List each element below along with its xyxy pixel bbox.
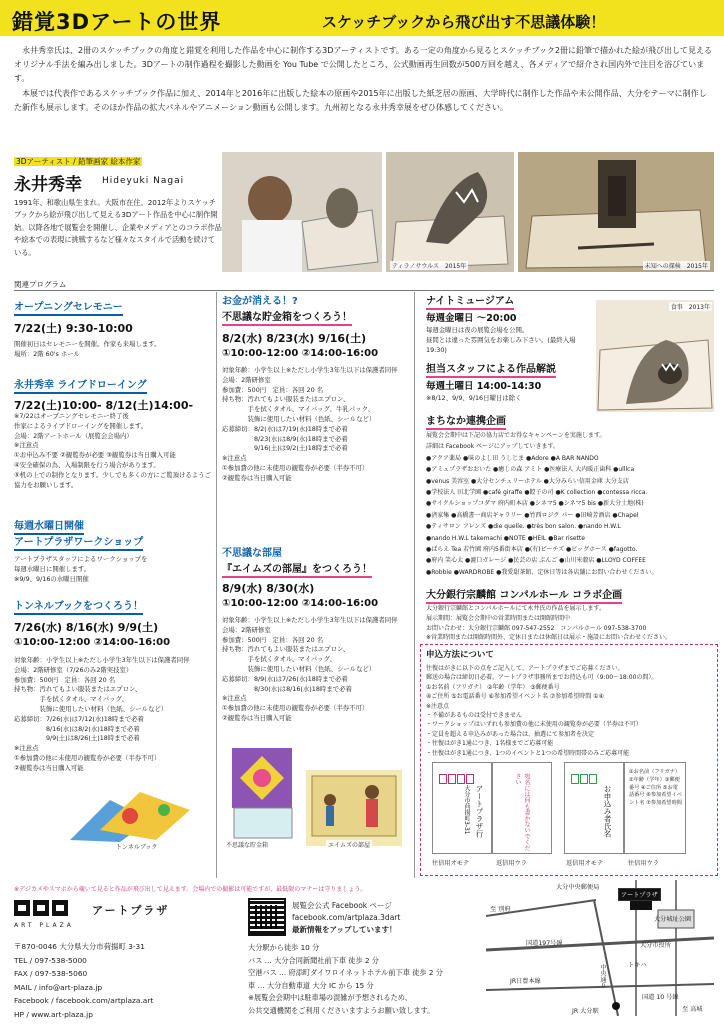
artist-role: 3Dアーティスト / 鉛筆画家 絵本作家 <box>16 157 141 166</box>
money-date-2: ①10:00-12:00 ②14:00-16:00 <box>222 348 379 359</box>
tunnel-details: 対象年齢：小学生以上※ただし小学生3年生以下は保護者同伴 会場：2階研修室（7/26のみ2階実技室） 参加費：500円 定員：各回 20 名 持ち物：汚れてもよい服装またはエプロン、 手を拭くタオル、マイバッグ、 装飾に使用したい材料（色紙、シールなど） 応募締切：7/26(水)は7/12(水)18時まで必着 8/16(水)は8/2(水)18時まで必着 9/9(土)は8/26(土)18時まで必着 ※注意点 ①参加費の他に未使用の観覧券が必要（半券不可） ②観覧券は当日購入可能 <box>14 656 190 772</box>
artist-bio: 1991年、和歌山県生まれ。大阪市在住。2012年よりスケッチブックから絵が飛び出して見える3Dアート作品を中心に制作開始。以降各地で展覧会を開催し、企業やメディアとのコラボ作品や絵本での表現に挑戦するなど様々なスタイルで活動を続けている。 <box>14 198 222 257</box>
money-details: 対象年齢：小学生以上※ただし小学生3年生以下は保護者同伴 会場：2階研修室 参加費：500円 定員：各回 20 名 持ち物：汚れてもよい服装またはエプロン、 手を拭くタオル、マイバッグ、牛乳パック、 装飾に使用したい材料（色紙、シールなど） 応募締切：8/2(水)は7/19(水)18時まで必着 8/23(水)は8/9(水)18時まで必着 9/16(土)は9/2(土)18時まで必着 ※注意点 ①参加費の他に未使用の観覧券が必要（半券不可） ②観覧券は当日購入可能 <box>222 366 398 482</box>
night-details: 毎週金曜日は夜の展覧会場を公開。 昼間とは違った雰囲気をお楽しみ下さい。(最終入場19:30) <box>426 326 576 354</box>
org-name: アートプラザ <box>92 904 170 917</box>
postcard-outgoing-front: アートプラザ行 大分市荷揚町3-31 <box>432 762 492 854</box>
access-map: アートプラザ 大分中央郵便局 国道197号線 大分城址公園 大分市役所 トキハ 中央通り JR日豊本線 至 別府 至 高城 国道 10 号線 JR 大分駅 <box>486 880 714 1016</box>
craft-money-box: 不思議な貯金箱 <box>222 746 300 850</box>
collab-details: 大分銀行宗麟館とコンパルホールにて永井氏の作品を展示します。 展示期間：展覧会会期中の営業時間または開館時間中 お問い合わせ：大分銀行宗麟館 097-547-2552 コンパルホール 097-538-3700 ※営業時間または開館時間外、定休日または休館日は展示・施設にお問い合わせください。 <box>426 605 672 642</box>
money-title-2: 不思議な貯金箱をつくろう！ <box>222 308 352 323</box>
workshop-details: アートプラザスタッフによるワークショップを 毎週水曜日に開催します。 ※9/9、9/16の水曜日開催 <box>14 555 148 583</box>
program-divider <box>14 290 714 291</box>
facebook-link[interactable]: Facebook / facebook.com/artplaza.art <box>14 996 154 1005</box>
live-details: ※7/22はオープニングセレモニー終了後 作家によるライブドローイングを開催します。 会場：2階アートホール（展覧会会場内） ※注意点 ①お申込み不要 ②観覧券が必要 ③観覧券は当日購入可能 ④安全確保の為、入場制限を行う場合があります。 ⑤机の上での制作となります。少しでも多くの方にご覧頂けるようご協力をお願いします。 <box>14 412 211 489</box>
qr-code-icon[interactable] <box>248 898 286 936</box>
caption-exploration: 未知への探検 2015年 <box>644 263 708 270</box>
postcard-label-c: 返信用オモテ <box>566 860 604 867</box>
mail-link[interactable]: MAIL / info@art-plaza.jp <box>14 982 103 992</box>
staff-title: 担当スタッフによる作品解説 <box>426 360 556 375</box>
postcard-label-d: 往信用ウラ <box>628 860 659 867</box>
apply-title: 申込方法について <box>426 650 494 660</box>
tunnel-date-1: 7/26(水) 8/16(水) 9/9(土) <box>14 621 159 634</box>
room-title-2: 『エイムズの部屋』をつくろう！ <box>222 560 372 575</box>
website-link[interactable]: HP / www.art-plaza.jp <box>14 1009 93 1019</box>
access-info: 大分駅から徒歩 10 分 バス … 大分合同新聞社前下車 徒歩 2 分 空港バス … 府添町ダイワロイネットホテル前下車 徒歩 2 分 車 … 大分自動車道 大分 IC から 15 分 ※展覧会会期中は駐車場の混雑が予想されるため、 公共交通機関をご利用くださいますようお願い致します。 <box>248 943 443 1015</box>
program-label: 関連プログラム <box>14 280 67 289</box>
collab-title: 大分銀行宗麟館 コンパルホール コラボ企画 <box>426 586 622 601</box>
opening-details: 開催初日はセレモニーを開催。作家も来場します。 場所：2階 60's ホール <box>14 340 161 358</box>
column-divider-2 <box>414 292 415 878</box>
town-details: 展覧会会期中は下記の協力店でお得なキャンペーンを実施します。 詳細は Facebook ページにアップしていきます。 ●アクア薬局 ●味のよし田 うしじま ●Adore ●A BAR NANDO ●アミュプラザおおいた ●癒しの森 アミト ●医療法人 大内暖正歯科 ●ulllca ●venus 美容室 ●大分センチュリーホテル ●大分みらい信用金庫 大分支店 ●学校法人 田北学園 ●café giraffe ●餃子の司 ●K collection ●contessa ricca. ●サイクルショップコダマ 府内町本店 ●シネマ5 ●シネマ5 bis ●新大分土地(株) ●済家集 ●高橋書一商店ギャラリー ●竹西ロジク パー ●田崎芳酒店 ●Chapel ●ティサロン フレンズ ●die quelle. ●très bon salon. ●nando H.W.L ●nando H.W.L takemachi ●NOTE ●HEIL ●Bar risette ●ぱらえ Tea 若竹園 府内5番街本店 ●(有)ピーチズ ●ビッグホース ●fagotto. ●府内 笑心太 ●漉口ガレージ ●民芸の店 ぷんご ●山川米穀店 ●LLOYD COFFEE ●Robbie ●WARDROBE ●我愛甜茶館、定休日等は各店舗にお問い合わせください。 <box>426 432 658 576</box>
room-details: 対象年齢：小学生以上※ただし小学生3年生以下は保護者同伴 会場：2階研修室 参加費：500円 定員：各回 20 名 持ち物：汚れてもよい服装またはエプロン、 手を拭くタオル、マイバッグ、 装飾に使用したい材料（色紙、シールなど） 応募締切：8/9(水)は7/26(水)18時まで必着 8/30(水)は8/16(水)18時まで必着 ※注意点 ①参加費の他に未使用の観覧券が必要（半券不可） ②観覧券は当日購入可能 <box>222 616 398 722</box>
artist-photo <box>222 152 382 272</box>
org-roman: ART PLAZA <box>14 922 74 929</box>
intro-paragraph-2: 本展では代表作であるスケッチブック作品に加え、2014年と2016年に出版した絵本の原画や2015年に出版した紙芝居の原画、大学時代に制作した作品や未公開作品、大分をテーマに制作した新作も展示します。そのほか作品の拡大パネルやアニメーション動画も公開します。九州初となる永井秀幸展をぜひ体感してください。 <box>14 88 707 112</box>
opening-title: オープニングセレモニー <box>14 298 123 313</box>
artist-drawing-illustration <box>222 152 382 272</box>
postcard-reply-back: 宛名には何も書かないでください <box>492 762 552 854</box>
map-art-plaza: アートプラザ <box>618 888 661 901</box>
night-title: ナイトミュージアム <box>426 292 514 307</box>
page-title: 錯覚3Dアートの世界 <box>12 10 222 34</box>
caption-tyrannosaurus: ティラノサウルス 2015年 <box>392 263 467 270</box>
postcard-outgoing-back: ①お名前（フリガナ）②年齢（学年）③郵便番号 ④ご住所 ⑤お電話番号 ⑥参加希望イベント名 ⑦参加希望時間 <box>624 762 686 854</box>
intro-paragraph-1: 永井秀幸氏は、2冊のスケッチブックの角度と錯覚を利用した作品を中心に制作する3Dアーティストです。ある一定の角度から見るとスケッチブック2冊に鉛筆で描かれた絵が飛び出して見えるオリジナル手法を編み出しました。3Dアートの制作過程を撮影した動画を You Tube で公開したところ、公式動画再生回数が500万回を越え、各メディアで紹介され国内外で注目を浴びています。 <box>14 46 712 84</box>
staff-details: ※8/12、9/9、9/16日曜日は除く <box>426 394 522 402</box>
craft-tunnel-book: トンネルブック <box>60 780 210 852</box>
craft-ames-room: エイムズの部屋 <box>306 770 402 850</box>
staff-date: 毎週土曜日 14:00-14:30 <box>426 381 542 392</box>
money-title-1: お金が消える！? <box>222 296 298 307</box>
artwork-exploration <box>518 152 714 272</box>
column-divider-1 <box>216 292 217 878</box>
night-date: 毎週金曜日 ～20:00 <box>426 313 517 324</box>
postcard-reply-front: お申込み者氏名 <box>564 762 624 854</box>
postcard-label-a: 往信用オモテ <box>432 860 470 867</box>
artist-name: 永井秀幸 <box>14 175 82 195</box>
page-subtitle: スケッチブックから飛び出す不思議体験！ <box>322 13 606 31</box>
live-date: 7/22(土)10:00- 8/12(土)14:00- <box>14 399 194 412</box>
postcard-label-b: 返信用ウラ <box>496 860 527 867</box>
phone-link[interactable]: TEL / 097-538-5000 <box>14 955 87 965</box>
live-title: 永井秀幸 ライブドローイング <box>14 376 147 391</box>
facebook-page-link[interactable]: facebook.com/artplaza.3dart <box>292 913 401 922</box>
room-title-1: 不思議な部屋 <box>222 548 282 559</box>
artist-roman: Hideyuki Nagai <box>102 176 185 186</box>
opening-date: 7/22(土) 9:30-10:00 <box>14 322 133 335</box>
map-roads <box>486 880 714 1016</box>
artwork-meal: 食事 2013年 <box>596 300 714 412</box>
room-date-1: 8/9(水) 8/30(水) <box>222 582 315 595</box>
facebook-info: 展覧会公式 Facebook ページ facebook.com/artplaza.3dart 最新情報をアップしています！ <box>292 901 401 934</box>
logo <box>14 900 71 920</box>
header-band <box>0 0 724 36</box>
org-contact: 〒870-0046 大分県大分市荷揚町 3-31 TEL / 097-538-5000 FAX / 097-538-5060 MAIL / info@art-plaza.jp Facebook / facebook.com/artplaza.art HP / www.art-plaza.jp <box>14 940 153 1021</box>
workshop-title-1: 毎週水曜日開催 <box>14 517 84 532</box>
workshop-title-2: アートプラザワークショップ <box>14 533 143 548</box>
apply-details: 往復はがきに以下の点をご記入して、アートプラザまでご応募ください。 郵送の場合は締切日必着。アートプラザ事務所までお持込も可（9:00～18:00の間）。 ①お名前（フリガナ） ②年齢（学年） ③郵便番号 ④ご住所 ⑤お電話番号 ⑥参加希望イベント名 ⑦参加希望時間 ①④ ※注意点 ・不備があるものは受付できません ・ワークショップはいずれも参加費の他に未使用の観覧券が必要（半券は不可） ・定員を超える申込みがあった場合は、抽選にて参加者を決定 ・往復はがき1通につき、1名様までご応募可能 ・往復はがき1通につき、1つのイベントと1つの希望時間帯のみご応募可能 <box>426 665 658 757</box>
town-title: まちなか連携企画 <box>426 412 506 427</box>
tunnel-date-2: ①10:00-12:00 ②14:00-16:00 <box>14 637 171 648</box>
intro <box>14 44 712 115</box>
money-date-1: 8/2(水) 8/23(水) 9/16(土) <box>222 332 367 345</box>
artwork-tyrannosaurus <box>386 152 514 272</box>
tunnel-title: トンネルブックをつくろう！ <box>14 597 143 612</box>
room-date-2: ①10:00-12:00 ②14:00-16:00 <box>222 598 379 609</box>
photo-notice: ※デジカメやスマホから覗いて見ると作品が飛び出して見えます。会場内での撮影は可能ですが、最低限のマナーは守りましょう。 <box>14 886 367 893</box>
